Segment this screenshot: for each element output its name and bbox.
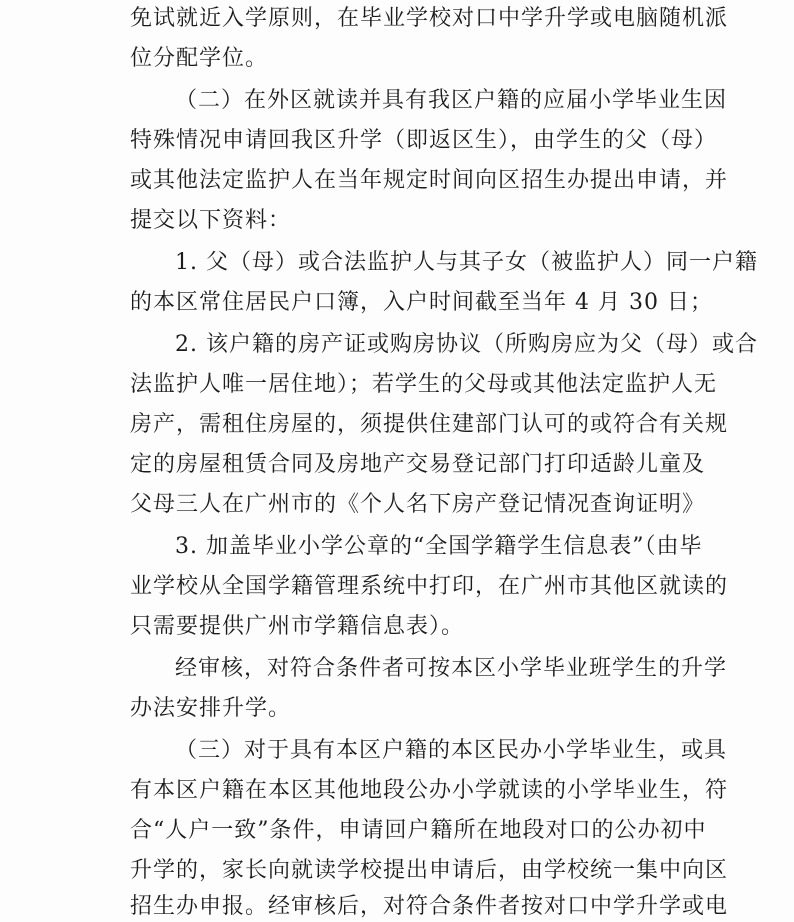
text-line: 免试就近入学原则，在毕业学校对口中学升学或电脑随机派: [130, 6, 729, 31]
list-item-2: 2. 该户籍的房产证或购房协议（所购房应为父（母）或合: [175, 332, 758, 357]
section-heading-2: （二）在外区就读并具有我区户籍的应届小学毕业生因: [175, 88, 728, 113]
text-line: 定的房屋租赁合同及房地产交易登记部门打印适龄儿童及: [130, 452, 706, 477]
list-item-3: 3. 加盖毕业小学公章的“全国学籍学生信息表”（由毕: [175, 534, 703, 559]
text-line: 招生办申报。经审核后，对符合条件者按对口中学升学或电: [130, 894, 729, 919]
text-line: 有本区户籍在本区其他地段公办小学就读的小学毕业生，符: [130, 778, 729, 803]
text-line: 只需要提供广州市学籍信息表）。: [130, 614, 465, 639]
list-item-1: 1. 父（母）或合法监护人与其子女（被监护人）同一户籍: [175, 250, 758, 275]
paragraph-start: 经审核，对符合条件者可按本区小学毕业班学生的升学: [175, 656, 728, 681]
text-line: 父母三人在广州市的《个人名下房产登记情况查询证明》: [130, 492, 706, 517]
text-line: 升学的，家长向就读学校提出申请后，由学校统一集中向区: [130, 858, 729, 883]
text-line: 法监护人唯一居住地）；若学生的父母或其他法定监护人无: [130, 372, 718, 397]
text-line: 业学校从全国学籍管理系统中打印，在广州市其他区就读的: [130, 574, 729, 599]
text-line: 提交以下资料：: [130, 208, 292, 233]
section-heading-3: （三）对于具有本区户籍的本区民办小学毕业生，或具: [175, 738, 728, 763]
text-line: 办法安排升学。: [130, 696, 292, 721]
text-line: 或其他法定监护人在当年规定时间向区招生办提出申请，并: [130, 168, 729, 193]
text-line: 合“人户一致”条件，申请回户籍所在地段对口的公办初中: [130, 818, 707, 843]
text-line: 的本区常住居民户口簿，入户时间截至当年 4 月 30 日；: [130, 290, 713, 315]
text-line: 特殊情况申请回我区升学（即返区生），由学生的父（母）: [130, 128, 718, 153]
text-line: 房产，需租住房屋的，须提供住建部门认可的或符合有关规: [130, 412, 729, 437]
text-line: 位分配学位。: [130, 46, 269, 71]
